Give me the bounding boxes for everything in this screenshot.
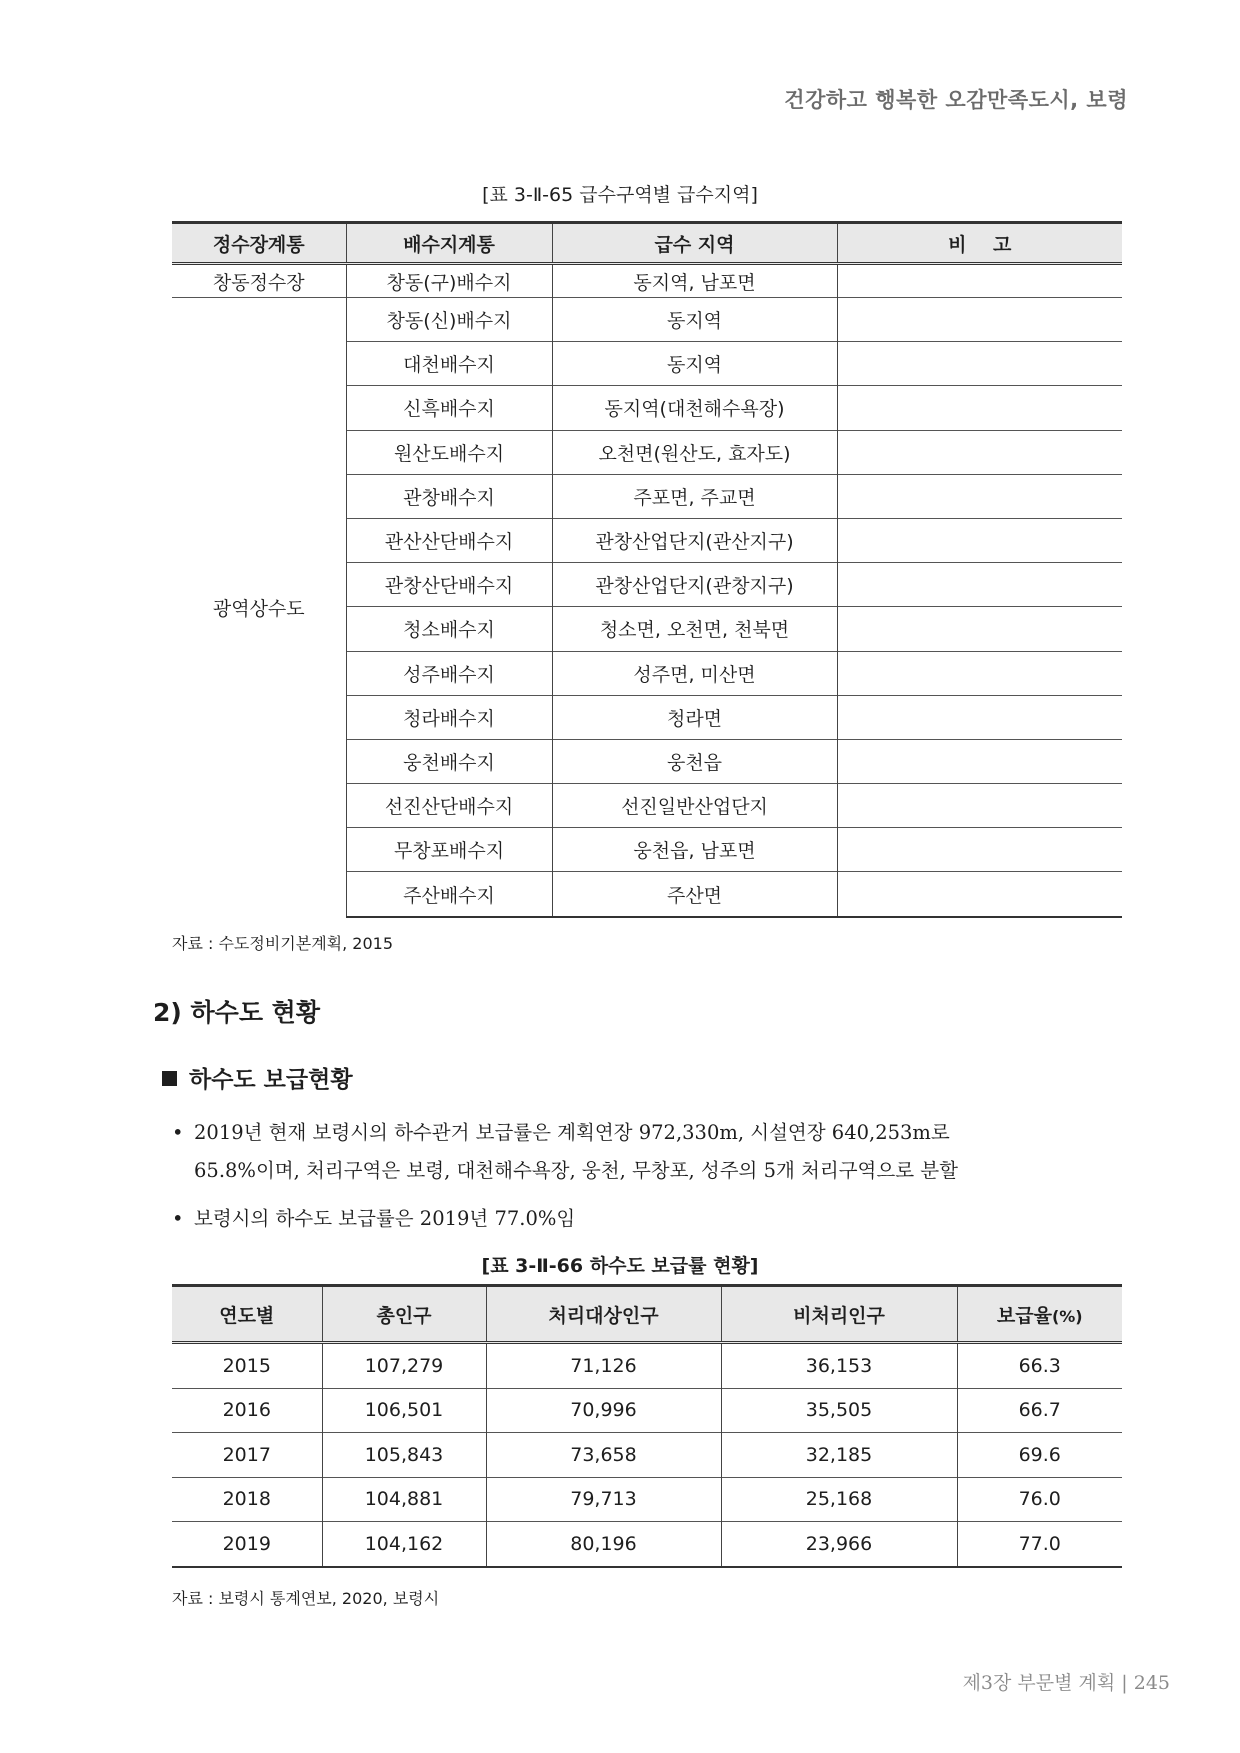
reservoir-cell: 창동(신)배수지	[346, 298, 552, 342]
reservoir-cell: 청소배수지	[346, 607, 552, 651]
area-cell: 동지역	[552, 342, 837, 386]
area-cell: 선진일반산업단지	[552, 784, 837, 828]
table-header-row	[172, 1286, 1122, 1343]
served-population-cell: 73,658	[486, 1433, 721, 1478]
reservoir-cell: 주산배수지	[346, 872, 552, 917]
area-cell: 웅천읍	[552, 739, 837, 783]
table-row	[172, 1388, 1122, 1433]
column-header: 배수지계통	[346, 223, 552, 264]
page-footer	[963, 1668, 1170, 1695]
bullet-item	[172, 1200, 575, 1238]
area-cell: 오천면(원산도, 효자도)	[552, 430, 837, 474]
population-cell: 106,501	[322, 1388, 486, 1433]
area-cell: 관창산업단지(관창지구)	[552, 563, 837, 607]
area-cell: 성주면, 미산면	[552, 651, 837, 695]
population-cell: 105,843	[322, 1433, 486, 1478]
served-population-cell: 71,126	[486, 1343, 721, 1389]
note-cell	[837, 739, 1122, 783]
table1-caption: [표 3-Ⅱ-65 급수구역별 급수지역]	[482, 184, 758, 206]
water-supply-table	[172, 221, 1122, 918]
sewer-coverage-table	[172, 1284, 1122, 1568]
column-header: 정수장계통	[172, 223, 346, 264]
coverage-rate-cell: 69.6	[957, 1433, 1122, 1478]
year-cell: 2018	[172, 1477, 322, 1522]
coverage-rate-cell: 76.0	[957, 1477, 1122, 1522]
area-cell: 주산면	[552, 872, 837, 917]
served-population-cell: 80,196	[486, 1522, 721, 1567]
column-header-label: 보급율	[996, 1304, 1052, 1327]
note-cell	[837, 695, 1122, 739]
page-number: 245	[1133, 1672, 1170, 1694]
table-row	[172, 298, 1122, 342]
note-cell	[837, 264, 1122, 298]
column-header: 총인구	[322, 1286, 486, 1343]
served-population-cell: 79,713	[486, 1477, 721, 1522]
unserved-population-cell: 36,153	[721, 1343, 957, 1389]
year-cell: 2019	[172, 1522, 322, 1567]
reservoir-cell: 대천배수지	[346, 342, 552, 386]
column-header-unit: (%)	[1051, 1306, 1083, 1326]
reservoir-cell: 선진산단배수지	[346, 784, 552, 828]
area-cell: 관창산업단지(관산지구)	[552, 518, 837, 562]
reservoir-cell: 무창포배수지	[346, 828, 552, 872]
year-cell: 2017	[172, 1433, 322, 1478]
served-population-cell: 70,996	[486, 1388, 721, 1433]
table-row	[172, 1477, 1122, 1522]
bullet-text: 보령시의 하수도 보급률은 2019년 77.0%임	[194, 1207, 576, 1230]
unserved-population-cell: 35,505	[721, 1388, 957, 1433]
column-header: 급수 지역	[552, 223, 837, 264]
note-cell	[837, 651, 1122, 695]
area-cell: 웅천읍, 남포면	[552, 828, 837, 872]
plant-cell: 광역상수도	[172, 298, 346, 917]
reservoir-cell: 웅천배수지	[346, 739, 552, 783]
subsection-heading	[162, 1061, 353, 1094]
unserved-population-cell: 25,168	[721, 1477, 957, 1522]
area-cell: 동지역(대천해수욕장)	[552, 386, 837, 430]
reservoir-cell: 관산산단배수지	[346, 518, 552, 562]
column-header: 비처리인구	[721, 1286, 957, 1343]
note-cell	[837, 563, 1122, 607]
reservoir-cell: 원산도배수지	[346, 430, 552, 474]
column-header: 처리대상인구	[486, 1286, 721, 1343]
area-cell: 청라면	[552, 695, 837, 739]
table-row	[172, 1522, 1122, 1567]
section-heading: 2) 하수도 현황	[153, 998, 320, 1027]
note-cell	[837, 518, 1122, 562]
table2-caption: [표 3-Ⅱ-66 하수도 보급률 현황]	[481, 1255, 759, 1277]
area-cell: 동지역, 남포면	[552, 264, 837, 298]
note-cell	[837, 784, 1122, 828]
bullet-text-continued: 65.8%이며, 처리구역은 보령, 대천해수욕장, 웅천, 무창포, 성주의 5개 처리구역으로 분할	[194, 1159, 958, 1182]
footer-chapter: 제3장 부문별 계획	[962, 1672, 1116, 1694]
reservoir-cell: 창동(구)배수지	[346, 264, 552, 298]
table1-source: 자료 : 수도정비기본계획, 2015	[172, 934, 394, 953]
footer-separator: |	[1121, 1672, 1128, 1694]
bullet-text: 2019년 현재 보령시의 하수관거 보급률은 계획연장 972,330m, 시설연장 640,253m로	[194, 1121, 950, 1144]
note-cell	[837, 342, 1122, 386]
table-row	[172, 1343, 1122, 1389]
unserved-population-cell: 32,185	[721, 1433, 957, 1478]
population-cell: 104,881	[322, 1477, 486, 1522]
reservoir-cell: 청라배수지	[346, 695, 552, 739]
coverage-rate-cell: 66.7	[957, 1388, 1122, 1433]
column-header: 비 고	[837, 223, 1122, 264]
note-cell	[837, 430, 1122, 474]
area-cell: 동지역	[552, 298, 837, 342]
note-cell	[837, 607, 1122, 651]
reservoir-cell: 성주배수지	[346, 651, 552, 695]
table-row	[172, 264, 1122, 298]
note-cell	[837, 828, 1122, 872]
bullet-item	[172, 1114, 1132, 1190]
note-cell	[837, 872, 1122, 917]
year-cell: 2015	[172, 1343, 322, 1389]
unserved-population-cell: 23,966	[721, 1522, 957, 1567]
square-bullet-icon	[162, 1071, 177, 1086]
subsection-title: 하수도 보급현황	[189, 1067, 353, 1093]
note-cell	[837, 386, 1122, 430]
population-cell: 107,279	[322, 1343, 486, 1389]
reservoir-cell: 신흑배수지	[346, 386, 552, 430]
area-cell: 청소면, 오천면, 천북면	[552, 607, 837, 651]
column-header: 연도별	[172, 1286, 322, 1343]
running-header: 건강하고 행복한 오감만족도시, 보령	[784, 88, 1128, 112]
reservoir-cell: 관창배수지	[346, 474, 552, 518]
coverage-rate-cell: 66.3	[957, 1343, 1122, 1389]
reservoir-cell: 관창산단배수지	[346, 563, 552, 607]
table-row	[172, 1433, 1122, 1478]
area-cell: 주포면, 주교면	[552, 474, 837, 518]
table2-source: 자료 : 보령시 통계연보, 2020, 보령시	[172, 1589, 440, 1608]
note-cell	[837, 474, 1122, 518]
bullet-dot-icon: •	[172, 1207, 184, 1230]
note-cell	[837, 298, 1122, 342]
coverage-rate-cell: 77.0	[957, 1522, 1122, 1567]
population-cell: 104,162	[322, 1522, 486, 1567]
table-header-row	[172, 223, 1122, 264]
column-header	[957, 1286, 1122, 1343]
plant-cell: 창동정수장	[172, 264, 346, 298]
year-cell: 2016	[172, 1388, 322, 1433]
bullet-dot-icon: •	[172, 1121, 184, 1144]
